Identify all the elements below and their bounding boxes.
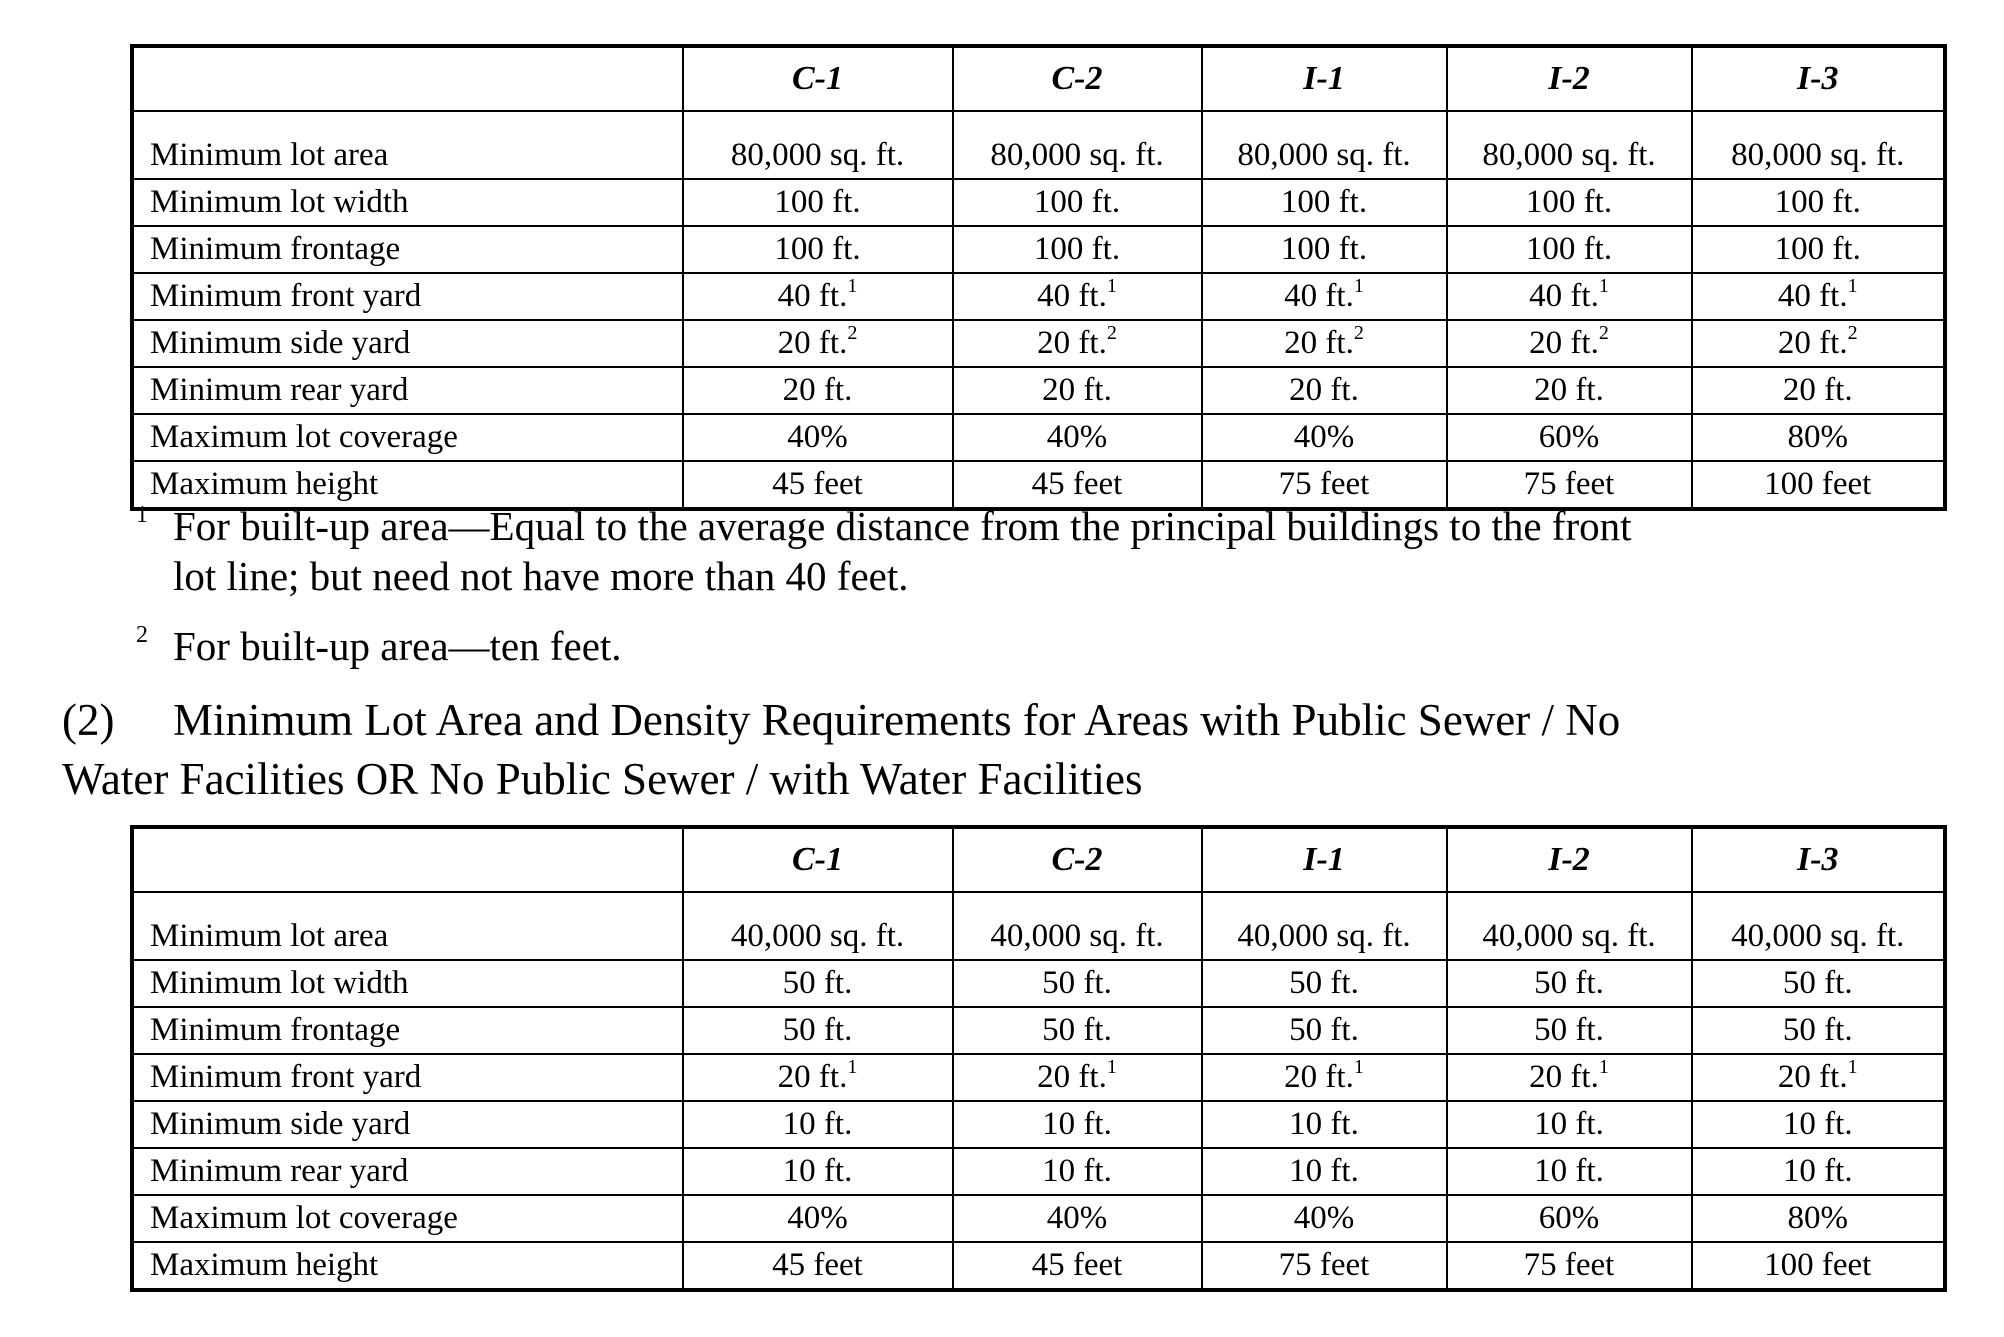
cell-value: 40% [1046, 419, 1108, 455]
cell-value: 80,000 sq. ft. [730, 137, 905, 173]
table-cell [1692, 1242, 1945, 1290]
table-cell [1202, 1054, 1447, 1101]
row-label: Minimum rear yard [133, 1148, 683, 1195]
cell-value: 40 ft. [1529, 278, 1599, 314]
cell-value: 40% [787, 419, 848, 455]
district-column-header: I-2 [1447, 47, 1692, 112]
cell-value: 45 feet [1031, 466, 1123, 502]
table-cell [683, 179, 953, 226]
cell-value: 20 ft. [1037, 325, 1107, 361]
table-cell [1447, 1101, 1692, 1148]
table-cell [1447, 226, 1692, 273]
district-column-header: C-2 [953, 47, 1202, 112]
table-cell [1692, 226, 1945, 273]
table-row [133, 1242, 1945, 1290]
table-cell [1202, 111, 1447, 179]
table-cell [953, 179, 1202, 226]
table-row [133, 892, 1945, 960]
cell-value: 75 feet [1278, 466, 1370, 502]
table-cell [953, 111, 1202, 179]
cell-value: 50 ft. [1534, 965, 1604, 1001]
cell-value: 50 ft. [1289, 965, 1359, 1001]
table-cell [953, 273, 1202, 320]
table-cell [1692, 273, 1945, 320]
cell-value: 40,000 sq. ft. [730, 918, 905, 954]
cell-value: 40% [1046, 1200, 1108, 1236]
cell-value: 100 ft. [774, 231, 861, 267]
table-cell [1692, 179, 1945, 226]
footnote-reference: 1 [1353, 1056, 1364, 1078]
table-cell [683, 1101, 953, 1148]
table-header-row [133, 47, 1945, 112]
cell-value: 100 ft. [1774, 231, 1861, 267]
table-row [133, 111, 1945, 179]
footnote-2-marker: 2 [136, 622, 148, 648]
row-label: Minimum frontage [133, 226, 683, 273]
table-cell [1692, 111, 1945, 179]
footnote-reference: 1 [1847, 1056, 1858, 1078]
table-cell [1692, 960, 1945, 1007]
table-cell [1447, 1007, 1692, 1054]
cell-value: 10 ft. [782, 1106, 853, 1142]
cell-value: 100 ft. [1525, 184, 1613, 220]
cell-value: 50 ft. [1782, 965, 1853, 1001]
cell-value: 10 ft. [1534, 1106, 1604, 1142]
footnote-reference: 1 [1847, 275, 1858, 297]
table-cell [1202, 226, 1447, 273]
table-row [133, 320, 1945, 367]
row-label: Maximum lot coverage [133, 1195, 683, 1242]
table-cell [1202, 179, 1447, 226]
table-cell [683, 273, 953, 320]
table-cell [683, 320, 953, 367]
table-cell [1447, 892, 1692, 960]
cell-value: 20 ft. [782, 372, 853, 408]
cell-value: 60% [1538, 419, 1600, 455]
table-cell [1447, 960, 1692, 1007]
cell-value: 100 feet [1764, 466, 1872, 502]
cell-value: 40% [1293, 1200, 1355, 1236]
section-heading-line-2: Water Facilities OR No Public Sewer / with Water Facilities [62, 754, 1143, 804]
row-label: Minimum lot area [133, 892, 683, 960]
table-cell [1447, 320, 1692, 367]
table-cell [683, 111, 953, 179]
cell-value: 10 ft. [1782, 1153, 1853, 1189]
section-number: (2) [62, 695, 115, 745]
dimensional-requirements-table-1 [131, 45, 1946, 510]
row-label: Minimum rear yard [133, 367, 683, 414]
table-header-row [133, 828, 1945, 893]
cell-value: 100 ft. [774, 184, 861, 220]
table-cell [1447, 1195, 1692, 1242]
cell-value: 100 ft. [1280, 231, 1368, 267]
cell-value: 20 ft. [1777, 325, 1848, 361]
table-header-blank [133, 47, 683, 112]
cell-value: 20 ft. [777, 1059, 848, 1095]
cell-value: 40,000 sq. ft. [990, 918, 1164, 954]
table-cell [1202, 273, 1447, 320]
table-cell [953, 1195, 1202, 1242]
cell-value: 40% [1293, 419, 1355, 455]
district-column-header: I-3 [1692, 47, 1945, 112]
cell-value: 75 feet [1278, 1247, 1370, 1283]
row-label: Maximum height [133, 461, 683, 509]
cell-value: 80,000 sq. ft. [1237, 137, 1411, 173]
table-row [133, 179, 1945, 226]
table-row [133, 1195, 1945, 1242]
row-label: Minimum lot width [133, 179, 683, 226]
dimensional-requirements-table-2 [131, 826, 1946, 1291]
table-cell [953, 414, 1202, 461]
table-cell [1202, 320, 1447, 367]
cell-value: 40 ft. [1777, 278, 1848, 314]
cell-value: 40 ft. [777, 278, 848, 314]
district-column-header: I-3 [1692, 828, 1945, 893]
table-row [133, 273, 1945, 320]
row-label: Minimum front yard [133, 1054, 683, 1101]
row-label: Maximum lot coverage [133, 414, 683, 461]
table-cell [1202, 960, 1447, 1007]
cell-value: 50 ft. [1782, 1012, 1853, 1048]
table-cell [953, 892, 1202, 960]
table-cell [1202, 1242, 1447, 1290]
cell-value: 20 ft. [1529, 325, 1599, 361]
table-cell [1202, 367, 1447, 414]
cell-value: 45 feet [772, 1247, 863, 1283]
footnote-reference: 2 [1106, 322, 1117, 344]
cell-value: 10 ft. [1042, 1153, 1112, 1189]
cell-value: 60% [1538, 1200, 1600, 1236]
cell-value: 100 feet [1764, 1247, 1872, 1283]
footnote-reference: 1 [1106, 1056, 1117, 1078]
cell-value: 20 ft. [777, 325, 848, 361]
cell-value: 20 ft. [1284, 325, 1354, 361]
table-cell [1202, 1148, 1447, 1195]
district-column-header: C-1 [683, 828, 953, 893]
table-row [133, 1054, 1945, 1101]
cell-value: 100 ft. [1033, 184, 1121, 220]
table-cell [1202, 1101, 1447, 1148]
row-label: Minimum frontage [133, 1007, 683, 1054]
cell-value: 100 ft. [1280, 184, 1368, 220]
cell-value: 50 ft. [1042, 1012, 1112, 1048]
district-column-header: C-1 [683, 47, 953, 112]
cell-value: 20 ft. [1777, 1059, 1848, 1095]
row-label: Minimum front yard [133, 273, 683, 320]
cell-value: 80,000 sq. ft. [990, 137, 1164, 173]
cell-value: 10 ft. [1289, 1106, 1359, 1142]
district-column-header: I-2 [1447, 828, 1692, 893]
table-row [133, 226, 1945, 273]
table-cell [683, 367, 953, 414]
table-cell [683, 960, 953, 1007]
cell-value: 20 ft. [1529, 1059, 1599, 1095]
table-cell [953, 320, 1202, 367]
table-cell [1447, 367, 1692, 414]
cell-value: 45 feet [772, 466, 863, 502]
row-label: Minimum lot area [133, 111, 683, 179]
footnote-1-line-2: lot line; but need not have more than 40 feet. [173, 553, 909, 599]
district-column-header: I-1 [1202, 828, 1447, 893]
table-cell [1692, 414, 1945, 461]
table-cell [953, 960, 1202, 1007]
table-cell [1692, 1007, 1945, 1054]
table-cell [953, 226, 1202, 273]
table-cell [1202, 892, 1447, 960]
footnote-1-marker: 1 [136, 502, 148, 528]
cell-value: 10 ft. [1042, 1106, 1112, 1142]
table-row [133, 1148, 1945, 1195]
footnote-reference: 1 [1106, 275, 1117, 297]
table-cell [1447, 1242, 1692, 1290]
table-cell [683, 226, 953, 273]
table-cell [1692, 1195, 1945, 1242]
cell-value: 100 ft. [1033, 231, 1121, 267]
table-cell [683, 1148, 953, 1195]
cell-value: 40 ft. [1037, 278, 1107, 314]
table-row [133, 1101, 1945, 1148]
cell-value: 100 ft. [1525, 231, 1613, 267]
cell-value: 20 ft. [1284, 1059, 1354, 1095]
table-cell [683, 414, 953, 461]
table-cell [953, 1054, 1202, 1101]
table-cell [953, 1101, 1202, 1148]
table-cell [683, 1007, 953, 1054]
footnote-2-text: For built-up area—ten feet. [173, 623, 622, 669]
section-heading-line-1: Minimum Lot Area and Density Requirements for Areas with Public Sewer / No [173, 695, 1621, 745]
table-row [133, 414, 1945, 461]
district-column-header: C-2 [953, 828, 1202, 893]
cell-value: 80% [1787, 419, 1848, 455]
table-cell [683, 892, 953, 960]
table-row [133, 1007, 1945, 1054]
table-cell [1202, 1007, 1447, 1054]
table-cell [1692, 320, 1945, 367]
table-cell [1447, 111, 1692, 179]
table-cell [1202, 414, 1447, 461]
table-cell [683, 1195, 953, 1242]
cell-value: 10 ft. [1289, 1153, 1359, 1189]
cell-value: 45 feet [1031, 1247, 1123, 1283]
table-cell [1692, 1054, 1945, 1101]
footnote-1-line-1: For built-up area—Equal to the average distance from the principal buildings to the front [173, 503, 1632, 549]
row-label: Minimum side yard [133, 320, 683, 367]
cell-value: 50 ft. [1534, 1012, 1604, 1048]
footnote-reference: 2 [1847, 322, 1858, 344]
cell-value: 80,000 sq. ft. [1731, 137, 1905, 173]
cell-value: 20 ft. [1534, 372, 1604, 408]
footnote-reference: 2 [1353, 322, 1364, 344]
table-cell [1692, 367, 1945, 414]
cell-value: 80% [1787, 1200, 1848, 1236]
row-label: Minimum side yard [133, 1101, 683, 1148]
table-header-blank [133, 828, 683, 893]
footnote-reference: 1 [1598, 275, 1609, 297]
cell-value: 50 ft. [1042, 965, 1112, 1001]
table-cell [1447, 1148, 1692, 1195]
cell-value: 80,000 sq. ft. [1482, 137, 1656, 173]
cell-value: 50 ft. [782, 965, 853, 1001]
table-cell [1692, 1101, 1945, 1148]
table-row [133, 960, 1945, 1007]
cell-value: 50 ft. [782, 1012, 853, 1048]
table-cell [683, 1054, 953, 1101]
cell-value: 50 ft. [1289, 1012, 1359, 1048]
footnote-reference: 1 [847, 275, 858, 297]
cell-value: 20 ft. [1042, 372, 1112, 408]
cell-value: 40,000 sq. ft. [1482, 918, 1656, 954]
table-cell [953, 367, 1202, 414]
cell-value: 20 ft. [1782, 372, 1853, 408]
table-cell [1447, 273, 1692, 320]
cell-value: 40 ft. [1284, 278, 1354, 314]
table-row [133, 367, 1945, 414]
table-cell [953, 1242, 1202, 1290]
table-cell [1202, 1195, 1447, 1242]
district-column-header: I-1 [1202, 47, 1447, 112]
cell-value: 75 feet [1523, 466, 1615, 502]
table-cell [1447, 414, 1692, 461]
table-cell [1692, 892, 1945, 960]
cell-value: 100 ft. [1774, 184, 1861, 220]
table-cell [953, 1007, 1202, 1054]
table-cell [1447, 179, 1692, 226]
cell-value: 10 ft. [782, 1153, 853, 1189]
footnote-reference: 1 [847, 1056, 858, 1078]
row-label: Minimum lot width [133, 960, 683, 1007]
cell-value: 20 ft. [1289, 372, 1359, 408]
cell-value: 20 ft. [1037, 1059, 1107, 1095]
footnote-reference: 2 [847, 322, 858, 344]
footnote-reference: 2 [1598, 322, 1609, 344]
row-label: Maximum height [133, 1242, 683, 1290]
table-cell [1692, 1148, 1945, 1195]
table-cell [683, 1242, 953, 1290]
cell-value: 40% [787, 1200, 848, 1236]
cell-value: 10 ft. [1782, 1106, 1853, 1142]
footnote-reference: 1 [1598, 1056, 1609, 1078]
footnote-reference: 1 [1353, 275, 1364, 297]
table-cell [1447, 1054, 1692, 1101]
cell-value: 40,000 sq. ft. [1237, 918, 1411, 954]
cell-value: 75 feet [1523, 1247, 1615, 1283]
cell-value: 40,000 sq. ft. [1731, 918, 1905, 954]
table-cell [953, 1148, 1202, 1195]
cell-value: 10 ft. [1534, 1153, 1604, 1189]
